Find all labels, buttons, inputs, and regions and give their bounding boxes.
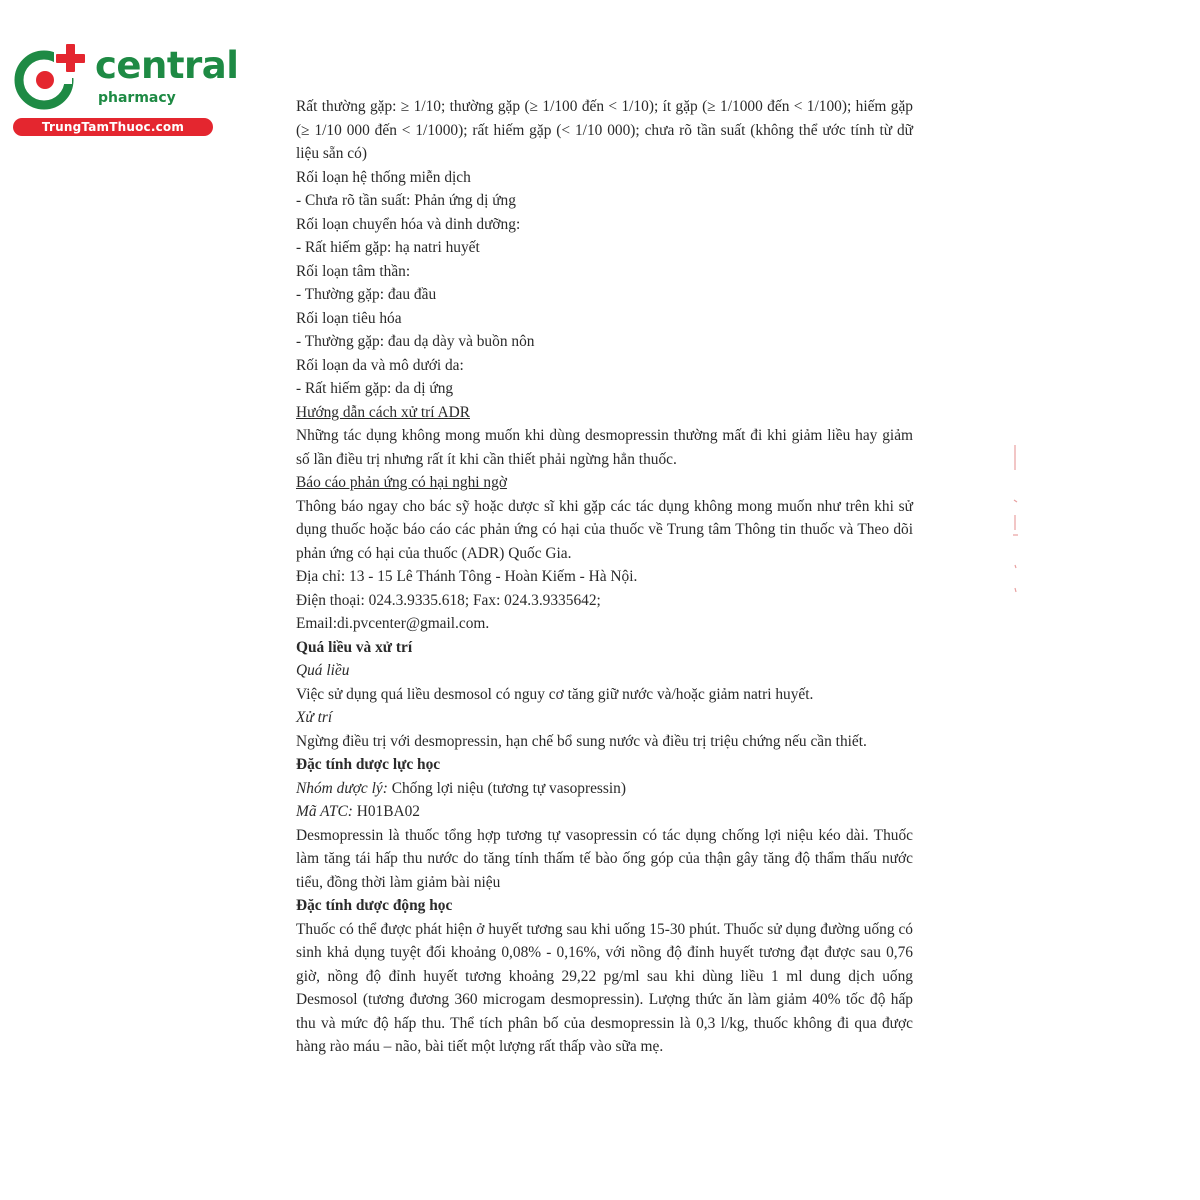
pharmacodynamics-heading: Đặc tính dược lực học bbox=[296, 756, 441, 773]
report-paragraph: Thông báo ngay cho bác sỹ hoặc dược sĩ khi gặp các tác dụng không mong muốn như trên khi sử dụng thuốc hoặc báo cáo các phản ứng có hại của thuốc về Trung tâm Thông tin thuốc và Theo dõi phản ứng có hại của thuốc (ADR) Quốc Gia. bbox=[296, 497, 913, 562]
pharmacologic-group-label: Nhóm dược lý: bbox=[296, 779, 388, 797]
pharmacokinetics-heading: Đặc tính dược động học bbox=[296, 897, 453, 914]
adverse-line: - Chưa rõ tần suất: Phản ứng dị ứng bbox=[296, 192, 516, 209]
pharmacologic-group bbox=[296, 777, 913, 801]
report-heading: Báo cáo phản ứng có hại nghi ngờ bbox=[296, 474, 507, 491]
adverse-line: Rối loạn tiêu hóa bbox=[296, 309, 402, 327]
adverse-line: - Rất hiếm gặp: da dị ứng bbox=[296, 380, 454, 397]
adverse-line: - Thường gặp: đau dạ dày và buồn nôn bbox=[296, 333, 535, 350]
overdose-paragraph: Việc sử dụng quá liều desmosol có nguy cơ tăng giữ nước và/hoặc giảm natri huyết. bbox=[296, 685, 814, 703]
phone-line: Điện thoại: 024.3.9335.618; Fax: 024.3.9335642; bbox=[296, 591, 601, 609]
scan-artifact-marks bbox=[1010, 440, 1022, 600]
brand-site-banner: TrungTamThuoc.com bbox=[13, 118, 213, 136]
adverse-line: Rối loạn hệ thống miễn dịch bbox=[296, 168, 471, 186]
document-body bbox=[296, 95, 913, 1059]
adr-heading: Hướng dẫn cách xử trí ADR bbox=[296, 403, 470, 421]
adverse-line: Rối loạn chuyển hóa và dinh dưỡng: bbox=[296, 215, 521, 233]
adverse-line: Rối loạn tâm thần: bbox=[296, 262, 411, 280]
pharmacy-cross-icon bbox=[10, 38, 92, 118]
atc-code-label: Mã ATC: bbox=[296, 803, 353, 820]
email-line: Email:di.pvcenter@gmail.com. bbox=[296, 615, 490, 632]
brand-name: central bbox=[95, 44, 239, 87]
adverse-line: - Rất hiếm gặp: hạ natri huyết bbox=[296, 239, 480, 256]
central-pharmacy-logo bbox=[10, 38, 239, 138]
treatment-paragraph: Ngừng điều trị với desmopressin, hạn chế bổ sung nước và điều trị triệu chứng nếu cần thiết. bbox=[296, 732, 867, 750]
adverse-line: Rối loạn da và mô dưới da: bbox=[296, 356, 464, 374]
pharmacologic-group-value: Chống lợi niệu (tương tự vasopressin) bbox=[387, 779, 626, 797]
treatment-subheading: Xử trí bbox=[296, 709, 333, 726]
adverse-line: - Thường gặp: đau đầu bbox=[296, 286, 437, 303]
address-line: Địa chỉ: 13 - 15 Lê Thánh Tông - Hoàn Kiếm - Hà Nội. bbox=[296, 568, 638, 585]
frequency-definition: Rất thường gặp: ≥ 1/10; thường gặp (≥ 1/100 đến < 1/10); ít gặp (≥ 1/1000 đến < 1/100); hiếm gặp (≥ 1/10 000 đến < 1/1000); rất hiếm gặp (< 1/10 000); chưa rõ tần suất (không thể ước tính từ dữ liệu sẵn có) bbox=[296, 98, 913, 162]
atc-code-value: H01BA02 bbox=[352, 803, 420, 820]
pharmacokinetics-paragraph: Thuốc có thể được phát hiện ở huyết tương sau khi uống 15-30 phút. Thuốc sử dụng đường uống có sinh khả dụng tuyệt đối khoảng 0,08% - 0,16%, với nồng độ đỉnh huyết tương đạt được sau 0,76 giờ, nồng độ đỉnh huyết tương khoảng 29,22 pg/ml sau khi dùng liều 1 ml dung dịch uống Desmosol (tương đương 360 microgam desmopressin). Lượng thức ăn làm giảm 40% tốc độ hấp thu và mức độ hấp thu. Thể tích phân bố của desmopressin là 0,3 l/kg, thuốc không đi qua được hàng rào máu – não, bài tiết một lượng rất thấp vào sữa mẹ. bbox=[296, 920, 913, 1055]
brand-sub: pharmacy bbox=[98, 90, 176, 106]
pharmacodynamics-paragraph: Desmopressin là thuốc tổng hợp tương tự vasopressin có tác dụng chống lợi niệu kéo dài. Thuốc làm tăng tái hấp thu nước do tăng tính thấm tế bào ống góp của thận gây tăng độ thẩm thấu nước tiểu, đồng thời làm giảm bài niệu bbox=[296, 826, 913, 891]
atc-code bbox=[296, 800, 913, 824]
adr-paragraph: Những tác dụng không mong muốn khi dùng desmopressin thường mất đi khi giảm liều hay giảm số lần điều trị nhưng rất ít khi cần thiết phải ngừng hẳn thuốc. bbox=[296, 427, 913, 468]
overdose-subheading: Quá liều bbox=[296, 662, 350, 679]
overdose-heading: Quá liều và xử trí bbox=[296, 638, 413, 656]
